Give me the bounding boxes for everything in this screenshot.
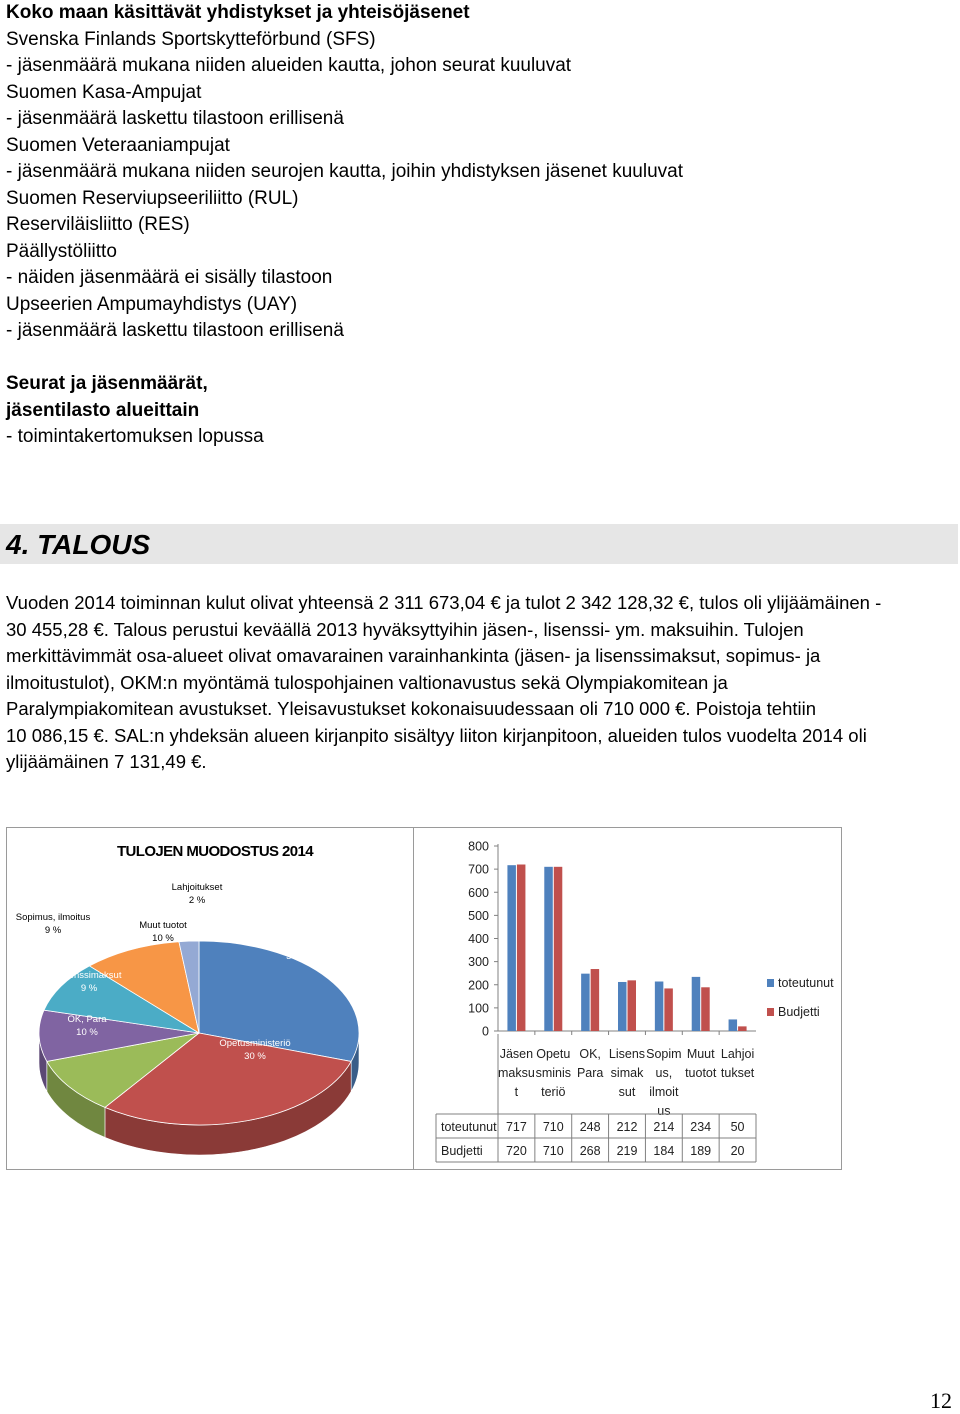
talous-line: ylijäämäinen 7 131,49 €.: [6, 751, 207, 772]
x-category-label: OK,: [579, 1047, 601, 1061]
talous-paragraph: [6, 590, 954, 776]
x-category-label: us,: [655, 1066, 673, 1080]
talous-line: 30 455,28 €. Talous perustui keväällä 2013 hyväksyttyihin jäsen-, lisenssi- ym. maksuihin. Tulojen: [6, 618, 804, 640]
table-value: 189: [690, 1144, 712, 1158]
y-tick-label: 200: [468, 978, 489, 993]
table-value: 184: [653, 1144, 675, 1158]
legend-swatch: [767, 979, 774, 987]
y-tick-label: 700: [468, 862, 489, 877]
pie-percent-label: 2 %: [188, 895, 206, 906]
x-category-label: tukset: [720, 1066, 755, 1080]
x-category-label: Lahjoi: [720, 1047, 755, 1061]
table-value: 248: [579, 1120, 601, 1134]
y-tick-label: 300: [468, 955, 489, 970]
bar-toteutunut: [655, 982, 664, 1031]
x-category-label: Sopim: [646, 1047, 682, 1061]
x-category-label: us: [657, 1104, 671, 1118]
table-value: 717: [505, 1120, 527, 1134]
y-tick-label: 400: [468, 932, 489, 946]
x-category-label: Jäsen: [499, 1047, 534, 1061]
intro-line: - jäsenmäärä laskettu tilastoon erillisenä: [6, 320, 344, 341]
intro-section: [6, 0, 946, 451]
x-category-label: maksu: [498, 1066, 535, 1080]
y-tick-label: 0: [482, 1024, 489, 1039]
x-category-label: teriö: [541, 1085, 566, 1099]
intro-line: - jäsenmäärä laskettu tilastoon erillisenä: [6, 108, 344, 129]
y-tick-label: 800: [468, 839, 489, 854]
bar-budjetti: [517, 865, 526, 1032]
bar-toteutunut: [618, 982, 627, 1031]
table-value: 720: [505, 1144, 527, 1158]
intro-line: Suomen Reserviupseeriliitto (RUL): [6, 187, 299, 209]
x-category-label: Opetu: [536, 1047, 571, 1061]
table-value: 710: [542, 1120, 564, 1134]
bar-budjetti: [591, 969, 600, 1031]
pie-percent-label: 9 %: [80, 983, 98, 994]
pie-percent-label: 30 %: [244, 1051, 266, 1062]
talous-line: 10 086,15 €. SAL:n yhdeksän alueen kirjanpito sisältyy liiton kirjanpitoon, alueiden tulos vuodelta 2014 oli: [6, 724, 867, 746]
x-category-label: tuotot: [685, 1066, 717, 1080]
pie-label: Lisenssimaksut: [56, 970, 122, 981]
table-value: 20: [730, 1144, 745, 1158]
pie-chart: [7, 828, 412, 1169]
bar-budjetti: [701, 987, 710, 1031]
y-tick-label: 100: [468, 1001, 489, 1016]
pie-label: Muut tuotot: [139, 920, 187, 931]
section-heading: 4. TALOUS: [6, 529, 151, 560]
table-value: 710: [542, 1144, 564, 1158]
bar-toteutunut: [507, 865, 516, 1031]
table-value: 234: [690, 1120, 712, 1134]
intro-line: Svenska Finlands Sportskytteförbund (SFS): [6, 28, 376, 50]
table-series-name: Budjetti: [441, 1144, 483, 1158]
pie-label: Opetusministeriö: [219, 1038, 291, 1049]
bar-budjetti: [554, 867, 563, 1031]
table-value: 268: [579, 1144, 601, 1158]
bar-budjetti: [738, 1026, 747, 1031]
y-tick-label: 500: [468, 908, 489, 923]
intro-line: - jäsenmäärä mukana niiden alueiden kautta, johon seurat kuuluvat: [6, 55, 572, 76]
pie-percent-label: 10 %: [76, 1027, 98, 1038]
pie-chart-panel: [7, 828, 412, 1169]
intro-line: - näiden jäsenmäärä ei sisälly tilastoon: [6, 267, 333, 288]
pie-label: OK, Para: [67, 1014, 107, 1025]
bar-budjetti: [628, 980, 637, 1031]
bar-toteutunut: [544, 867, 553, 1031]
table-value: 212: [616, 1120, 638, 1134]
blank-line: [6, 345, 946, 372]
talous-line: merkittävimmät osa-alueet olivat omavarainen varainhankinta (jäsen- ja lisenssimaksut, sopimus- ja: [6, 645, 821, 666]
table-series-name: toteutunut: [441, 1120, 497, 1134]
talous-line: Vuoden 2014 toiminnan kulut olivat yhteensä 2 311 673,04 € ja tulot 2 342 128,32 €, tulos oli ylijäämäinen -: [6, 592, 882, 613]
bar-toteutunut: [729, 1019, 738, 1031]
bar-toteutunut: [581, 974, 590, 1031]
intro-line: - jäsenmäärä mukana niiden seurojen kautta, joihin yhdistyksen jäsenet kuuluvat: [6, 161, 684, 182]
bar-chart-panel: [413, 828, 841, 1169]
intro-line: Upseerien Ampumayhdistys (UAY): [6, 293, 298, 315]
x-category-label: Lisens: [608, 1047, 646, 1061]
intro-line: Suomen Veteraaniampujat: [6, 134, 230, 156]
seurat-note: - toimintakertomuksen lopussa: [6, 426, 264, 447]
talous-line: ilmoitustulot), OKM:n myöntämä tulospohjainen valtionavustus sekä Olympiakomitean ja: [6, 671, 728, 693]
seurat-heading: jäsentilasto alueittain: [6, 399, 200, 421]
seurat-heading: Seurat ja jäsenmäärät,: [6, 373, 208, 394]
pie-label: Sopimus, ilmoitus: [15, 912, 91, 923]
bar-chart: [414, 828, 842, 1169]
x-category-label: ilmoit: [649, 1085, 679, 1099]
bar-budjetti: [664, 988, 673, 1031]
intro-heading: Koko maan käsittävät yhdistykset ja yhteisöjäsenet: [6, 2, 470, 23]
legend-label: toteutunut: [778, 976, 834, 990]
x-category-label: simak: [610, 1066, 644, 1080]
table-value: 50: [730, 1120, 745, 1134]
y-tick-label: 600: [468, 885, 489, 900]
charts-figure: [6, 827, 842, 1170]
x-category-label: Para: [576, 1066, 604, 1080]
x-category-label: sminis: [535, 1066, 571, 1080]
legend-label: Budjetti: [778, 1005, 820, 1019]
legend-swatch: [767, 1008, 774, 1016]
x-category-label: Muut: [686, 1047, 715, 1061]
page-number: 12: [930, 1388, 952, 1413]
pie-label: Lahjoitukset: [171, 882, 223, 893]
pie-percent-label: 9 %: [44, 925, 62, 936]
intro-line: Päällystöliitto: [6, 240, 117, 262]
pie-percent-label: 30 %: [286, 951, 308, 962]
x-category-label: sut: [618, 1085, 636, 1099]
pie-percent-label: 10 %: [152, 933, 174, 944]
table-value: 214: [653, 1120, 675, 1134]
x-category-label: t: [514, 1085, 519, 1099]
intro-line: Reserviläisliitto (RES): [6, 214, 190, 235]
table-value: 219: [616, 1144, 638, 1158]
pie-chart-title: TULOJEN MUODOSTUS 2014: [116, 843, 314, 860]
pie-label: Jäsenmaksut: [269, 938, 325, 949]
talous-line: Paralympiakomitean avustukset. Yleisavustukset kokonaisuudessaan oli 710 000 €. Poistoja tehtiin: [6, 698, 817, 719]
bar-toteutunut: [692, 977, 701, 1031]
intro-line: Suomen Kasa-Ampujat: [6, 81, 202, 103]
